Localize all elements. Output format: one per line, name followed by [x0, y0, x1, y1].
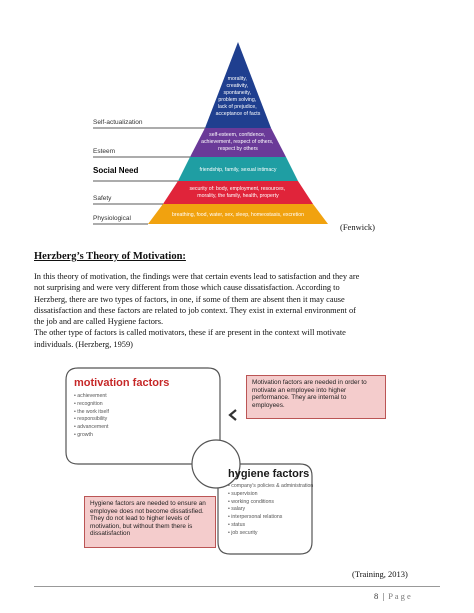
body-paragraph: [34, 271, 438, 350]
hygiene-factors-title: hygiene factors: [228, 468, 310, 480]
paragraph-line: individuals. (Herzberg, 1959): [34, 339, 133, 349]
paragraph-line: not surprising and were very different from those which cause dissatisfaction. According to: [34, 283, 340, 293]
paragraph-line: In this theory of motivation, the findings were that certain events lead to satisfaction and they are: [34, 272, 360, 281]
pyramid-graphic: [88, 40, 388, 226]
page-word: P a g e: [388, 591, 411, 601]
tier-text-safety: security of: body, employment, resources, morality, the family, health, property: [189, 186, 286, 199]
list-item: • salary: [228, 506, 313, 514]
page-footer: [374, 591, 411, 601]
list-item: • interpersonal relations: [228, 514, 313, 522]
list-item: • job security: [228, 530, 313, 538]
tier-text-esteem: self-esteem, confidence, achievement, respect of others, respect by others: [201, 132, 274, 152]
list-item: • growth: [74, 432, 109, 440]
list-item: • recognition: [74, 401, 109, 409]
level-label-esteem: Esteem: [93, 148, 116, 155]
list-item: • supervision: [228, 491, 313, 499]
level-label-safety: Safety: [93, 195, 112, 202]
list-item: • responsibility: [74, 416, 109, 424]
pyramid-citation: (Fenwick): [340, 222, 375, 232]
level-label-self-actualization: Self-actualization: [93, 119, 143, 126]
tier-text-self-actualization: morality, creativity, spontaneity, problem solving, lack of prejudice, acceptance of facts: [215, 76, 261, 117]
list-item: • working conditions: [228, 499, 313, 507]
diagram-citation: (Training, 2013): [352, 569, 408, 579]
chevron-left-icon: [230, 410, 236, 420]
paragraph-line: dissatisfaction and these factors are related to job context. They exist in external environment of: [34, 305, 356, 315]
paragraph-line: the job and are called Hygiene factors.: [34, 317, 164, 327]
motivation-note: Motivation factors are needed in order to motivate an employee into higher performance. They are internal to employees.: [246, 375, 386, 419]
list-item: • advancement: [74, 424, 109, 432]
motivation-factors-title: motivation factors: [74, 377, 170, 389]
page-number: 8: [374, 591, 379, 601]
list-item: • the work itself: [74, 409, 109, 417]
hygiene-note: Hygiene factors are needed to ensure an employee does not become dissatisfied. They do not lead to higher levels of motivation, but without them there is dissatisfaction: [84, 496, 216, 548]
paragraph-line: The other type of factors is called motivators, these if are present in the context will motivate: [34, 328, 346, 338]
list-item: • company's policies & administration: [228, 483, 313, 491]
page-separator: |: [382, 591, 385, 601]
list-item: • status: [228, 522, 313, 530]
maslow-pyramid: [88, 40, 388, 226]
hygiene-factors-list: [228, 483, 313, 538]
tier-text-physiological: breathing, food, water, sex, sleep, homeostasis, excretion: [171, 212, 305, 218]
tier-text-social: friendship, family, sexual intimacy: [199, 167, 277, 173]
section-heading: Herzberg’s Theory of Motivation:: [34, 251, 186, 262]
paragraph-line: Herzberg, there are two types of factors, in one, if some of them are absent then it may cause: [34, 294, 345, 304]
level-label-physiological: Physiological: [93, 215, 131, 222]
footer-divider: [34, 586, 440, 587]
motivation-factors-list: [74, 393, 109, 440]
list-item: • achievement: [74, 393, 109, 401]
level-label-social-need: Social Need: [93, 166, 139, 175]
